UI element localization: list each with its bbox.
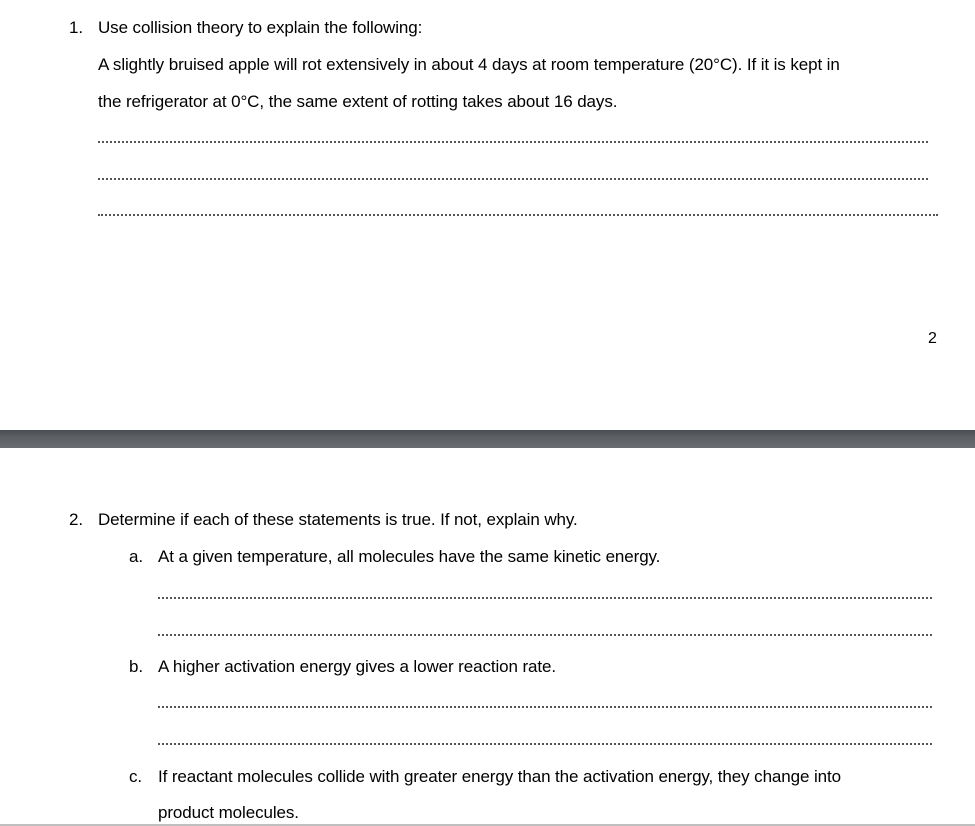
question-1-text-line-2: the refrigerator at 0°C, the same extent of rotting takes about 16 days. bbox=[98, 92, 618, 111]
question-1-prompt: Use collision theory to explain the following: bbox=[98, 18, 423, 37]
question-1-number: 1. bbox=[69, 18, 83, 37]
answer-line-2[interactable] bbox=[98, 178, 928, 180]
answer-line-3[interactable] bbox=[98, 214, 938, 216]
page-lower bbox=[0, 448, 975, 826]
item-b-text: A higher activation energy gives a lower reaction rate. bbox=[158, 657, 557, 676]
item-a-label: a. bbox=[129, 547, 143, 566]
question-2-prompt: Determine if each of these statements is true. If not, explain why. bbox=[98, 510, 578, 529]
item-b-answer-line-1[interactable] bbox=[158, 706, 932, 708]
item-c-text-continued: product molecules. bbox=[158, 803, 299, 822]
item-a-text: At a given temperature, all molecules have the same kinetic energy. bbox=[158, 547, 661, 566]
item-c-label: c. bbox=[129, 767, 143, 786]
answer-line-1[interactable] bbox=[98, 141, 928, 143]
item-a-answer-line-2[interactable] bbox=[158, 634, 932, 636]
question-1-text-line-1: A slightly bruised apple will rot extensively in about 4 days at room temperature (20°C). If it is kept in bbox=[98, 55, 840, 74]
item-b-label: b. bbox=[129, 657, 143, 676]
item-b-answer-line-2[interactable] bbox=[158, 743, 932, 745]
item-c-text: If reactant molecules collide with greater energy than the activation energy, they change into bbox=[158, 767, 841, 786]
question-2-number: 2. bbox=[69, 510, 83, 529]
item-a-answer-line-1[interactable] bbox=[158, 597, 932, 599]
page-number: 2 bbox=[928, 330, 937, 347]
page-separator bbox=[0, 430, 975, 448]
